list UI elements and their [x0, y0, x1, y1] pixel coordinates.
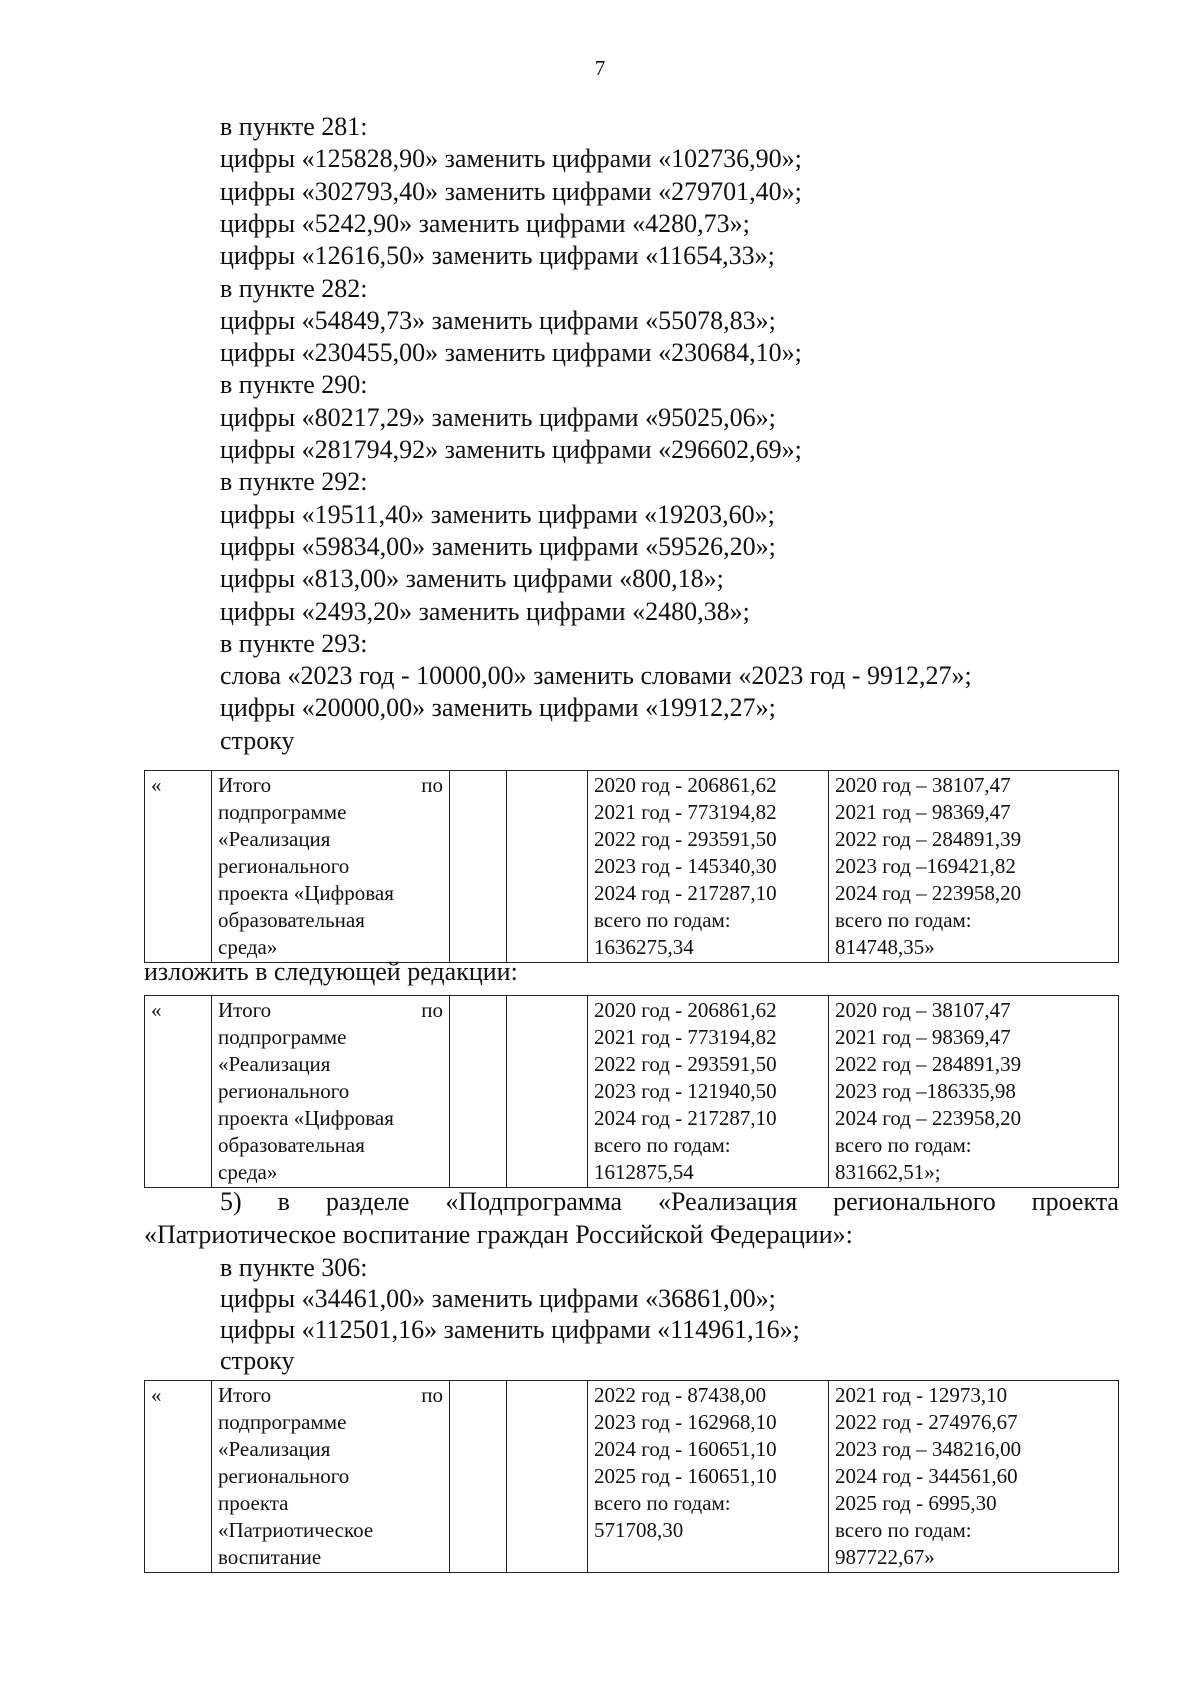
- cell-text-line: проекта: [218, 1491, 289, 1515]
- cell-text-line: 987722,67»: [835, 1545, 935, 1569]
- cell-text-line: «Реализация: [218, 827, 331, 851]
- text-line: слова «2023 год - 10000,00» заменить словами «2023 год - 9912,27»;: [220, 661, 972, 691]
- text-line: цифры «2493,20» заменить цифрами «2480,38»;: [220, 596, 750, 626]
- cell-text-line: подпрограмме: [218, 800, 347, 824]
- text-line: строку: [220, 725, 295, 755]
- cell-text-line: всего по годам:: [594, 908, 731, 932]
- text-line: цифры «12616,50» заменить цифрами «11654,33»;: [220, 241, 775, 271]
- text-line: цифры «54849,73» заменить цифрами «55078,83»;: [220, 305, 776, 335]
- word: регионального: [833, 1187, 996, 1216]
- table-original-row: [144, 770, 1119, 963]
- cell-text-line: 1636275,34: [594, 935, 694, 959]
- cell-text-line: образовательная: [218, 908, 365, 932]
- cell-text-line: 2022 год – 284891,39: [835, 1052, 1022, 1076]
- page-number: 7: [594, 56, 606, 80]
- text-line: в пункте 292:: [220, 467, 368, 497]
- cell-text-line: 2020 год - 206861,62: [594, 773, 777, 797]
- text-line: цифры «59834,00» заменить цифрами «59526,20»;: [220, 531, 776, 561]
- cell-text-line: «Патриотическое: [218, 1518, 374, 1542]
- empty-cell: [507, 771, 588, 963]
- word: «Подпрограмма: [445, 1187, 623, 1216]
- cell-text-line: 2022 год – 284891,39: [835, 827, 1022, 851]
- cell-text-line: 2023 год –186335,98: [835, 1079, 1016, 1103]
- cell-text-line: 2024 год – 223958,20: [835, 1106, 1022, 1130]
- cell-text-line: подпрограмме: [218, 1025, 347, 1049]
- between-text: изложить в следующей редакции:: [144, 957, 518, 986]
- text-line: цифры «19511,40» заменить цифрами «19203,60»;: [220, 499, 775, 529]
- cell-text-line: 814748,35»: [835, 935, 935, 959]
- word: проекта: [1031, 1187, 1119, 1216]
- name-first-word: Итого: [218, 1383, 272, 1407]
- text-line: цифры «34461,00» заменить цифрами «36861,00»;: [220, 1284, 776, 1313]
- section-5-heading-line-2: «Патриотическое воспитание граждан Российской Федерации»:: [144, 1220, 853, 1249]
- table-row: [145, 771, 1119, 963]
- cell-text-line: всего по годам:: [594, 1133, 731, 1157]
- funding-cell-2: [829, 1381, 1119, 1573]
- text-line: в пункте 281:: [220, 112, 368, 141]
- cell-text-line: 2023 год - 162968,10: [594, 1410, 777, 1434]
- cell-text-line: регионального: [218, 1464, 350, 1488]
- name-lines: [218, 1024, 443, 1186]
- word: в: [277, 1187, 290, 1216]
- cell-text-line: 2020 год – 38107,47: [835, 998, 1011, 1022]
- cell-text-line: 2025 год - 6995,30: [835, 1491, 997, 1515]
- cell-text-line: 2021 год - 12973,10: [835, 1383, 1008, 1407]
- text-line: в пункте 282:: [220, 273, 368, 303]
- section-5-heading-line-1: [144, 1187, 1119, 1217]
- text-line: цифры «20000,00» заменить цифрами «19912,27»;: [220, 693, 776, 723]
- open-quote-cell: «: [145, 1381, 212, 1573]
- funding-cell-2: [829, 771, 1119, 963]
- open-quote-cell: «: [145, 771, 212, 963]
- funding-cell-2: [829, 996, 1119, 1188]
- cell-text-line: 2023 год - 145340,30: [594, 854, 777, 878]
- cell-text-line: проекта «Цифровая: [218, 881, 394, 905]
- text-line: цифры «5242,90» заменить цифрами «4280,73»;: [220, 208, 750, 238]
- cell-text-line: образовательная: [218, 1133, 365, 1157]
- cell-text-line: подпрограмме: [218, 1410, 347, 1434]
- cell-text-line: 2024 год - 160651,10: [594, 1437, 777, 1461]
- text-line: в пункте 306:: [220, 1253, 368, 1282]
- cell-text-line: 2022 год - 293591,50: [594, 827, 777, 851]
- text-line: цифры «230455,00» заменить цифрами «230684,10»;: [220, 338, 802, 368]
- cell-text-line: «Реализация: [218, 1437, 331, 1461]
- cell-text-line: 2021 год – 98369,47: [835, 800, 1011, 824]
- cell-text-line: 2022 год - 274976,67: [835, 1410, 1018, 1434]
- cell-text-line: регионального: [218, 1079, 350, 1103]
- table-new-row: [144, 995, 1119, 1188]
- name-first-right: по: [421, 1383, 443, 1407]
- text-line: строку: [220, 1346, 295, 1375]
- cell-text-line: 831662,51»;: [835, 1160, 941, 1184]
- cell-text-line: 2021 год - 773194,82: [594, 800, 777, 824]
- cell-text-line: 2020 год – 38107,47: [835, 773, 1011, 797]
- text-line: цифры «813,00» заменить цифрами «800,18»;: [220, 564, 724, 594]
- name-lines: [218, 799, 443, 961]
- cell-text-line: 2024 год – 223958,20: [835, 881, 1022, 905]
- cell-text-line: воспитание: [218, 1545, 322, 1569]
- cell-text-line: всего по годам:: [594, 1491, 731, 1515]
- word: «Реализация: [657, 1187, 798, 1216]
- funding-cell-1: [588, 771, 829, 963]
- row-name-cell: [212, 1381, 450, 1573]
- funding-cell-1: [588, 996, 829, 1188]
- cell-text-line: 2021 год – 98369,47: [835, 1025, 1011, 1049]
- text-line: цифры «112501,16» заменить цифрами «114961,16»;: [220, 1315, 800, 1344]
- cell-text-line: 2023 год –169421,82: [835, 854, 1016, 878]
- cell-text-line: всего по годам:: [835, 1518, 972, 1542]
- cell-text-line: 2025 год - 160651,10: [594, 1464, 777, 1488]
- cell-text-line: 2022 год - 293591,50: [594, 1052, 777, 1076]
- text-line: в пункте 290:: [220, 370, 368, 400]
- cell-text-line: 2024 год - 217287,10: [594, 1106, 777, 1130]
- row-name-cell: [212, 771, 450, 963]
- word: 5): [220, 1187, 242, 1216]
- cell-text-line: 2024 год - 344561,60: [835, 1464, 1018, 1488]
- cell-text-line: 2021 год - 773194,82: [594, 1025, 777, 1049]
- word: разделе: [325, 1187, 410, 1216]
- name-first-word: Итого: [218, 998, 272, 1022]
- open-quote-cell: «: [145, 996, 212, 1188]
- cell-text-line: регионального: [218, 854, 350, 878]
- name-lines: [218, 1409, 443, 1571]
- table-row: [145, 1381, 1119, 1573]
- cell-text-line: всего по годам:: [835, 908, 972, 932]
- name-first-word: Итого: [218, 773, 272, 797]
- text-line: цифры «281794,92» заменить цифрами «296602,69»;: [220, 435, 802, 464]
- name-first-right: по: [421, 998, 443, 1022]
- cell-text-line: 2024 год - 217287,10: [594, 881, 777, 905]
- empty-cell: [507, 996, 588, 1188]
- table-section-5-row: [144, 1380, 1119, 1573]
- cell-text-line: среда»: [218, 1160, 278, 1184]
- cell-text-line: «Реализация: [218, 1052, 331, 1076]
- empty-cell: [450, 771, 507, 963]
- name-first-right: по: [421, 773, 443, 797]
- empty-cell: [450, 996, 507, 1188]
- cell-text-line: 1612875,54: [594, 1160, 694, 1184]
- row-name-cell: [212, 996, 450, 1188]
- cell-text-line: 2022 год - 87438,00: [594, 1383, 767, 1407]
- cell-text-line: 571708,30: [594, 1518, 684, 1542]
- cell-text-line: проекта «Цифровая: [218, 1106, 394, 1130]
- text-line: цифры «302793,40» заменить цифрами «279701,40»;: [220, 176, 802, 206]
- empty-cell: [507, 1381, 588, 1573]
- text-line: цифры «125828,90» заменить цифрами «102736,90»;: [220, 144, 802, 174]
- cell-text-line: среда»: [218, 935, 278, 959]
- table-row: [145, 996, 1119, 1188]
- empty-cell: [450, 1381, 507, 1573]
- cell-text-line: всего по годам:: [835, 1133, 972, 1157]
- text-line: цифры «80217,29» заменить цифрами «95025,06»;: [220, 402, 776, 432]
- cell-text-line: 2023 год – 348216,00: [835, 1437, 1022, 1461]
- cell-text-line: 2023 год - 121940,50: [594, 1079, 777, 1103]
- cell-text-line: 2020 год - 206861,62: [594, 998, 777, 1022]
- text-line: в пункте 293:: [220, 628, 368, 658]
- funding-cell-1: [588, 1381, 829, 1573]
